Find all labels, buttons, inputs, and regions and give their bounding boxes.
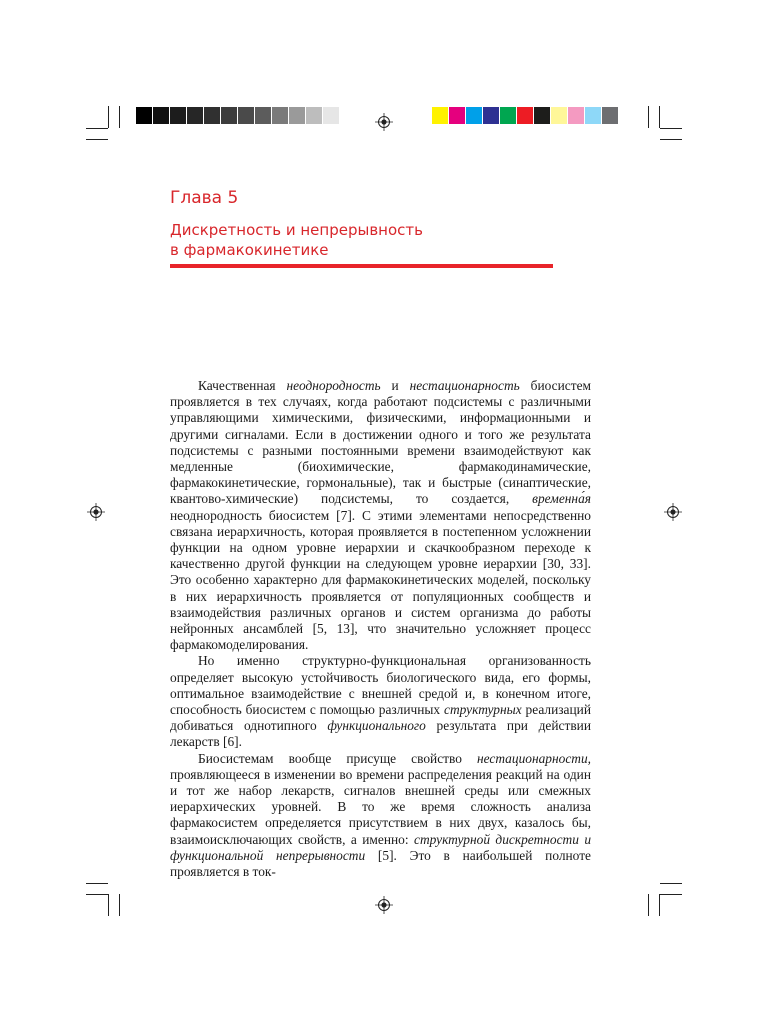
gray-swatch <box>136 107 153 124</box>
text-run: Биосистемам вообще присуще свойство <box>198 750 477 766</box>
text-run: [5]. Это в наибольшей полноте проявляется в ток- <box>170 847 591 880</box>
color-swatch <box>585 107 602 124</box>
crop-mark <box>108 894 109 916</box>
gray-swatch <box>153 107 170 124</box>
gray-swatch <box>289 107 306 124</box>
crop-mark <box>86 139 108 140</box>
paragraph <box>170 751 591 881</box>
gray-swatch <box>272 107 289 124</box>
chapter-rule <box>170 264 553 268</box>
registration-mark-icon <box>375 896 393 914</box>
color-swatch <box>517 107 534 124</box>
gray-swatch <box>306 107 323 124</box>
color-swatch <box>449 107 466 124</box>
text-run: результата при действии лекарств [6]. <box>170 718 591 750</box>
chapter-title-line: Дискретность и непрерывность <box>170 221 423 239</box>
chapter-title-line: в фармакокинетике <box>170 241 329 259</box>
color-swatch <box>466 107 483 124</box>
gray-swatch <box>204 107 221 124</box>
color-swatch <box>568 107 585 124</box>
text-run: реализаций добиваться однотипного <box>170 702 591 734</box>
color-swatch <box>602 107 619 124</box>
crop-mark <box>648 106 649 128</box>
color-swatch <box>534 107 551 124</box>
emphasis: структурных <box>444 702 522 718</box>
crop-mark <box>108 106 109 128</box>
color-calibration-bar <box>432 107 619 124</box>
text-run: Качественная <box>198 378 287 393</box>
crop-mark <box>648 894 649 916</box>
crop-mark <box>659 894 660 916</box>
gray-swatch <box>170 107 187 124</box>
text-run: и <box>380 378 410 393</box>
crop-mark <box>660 128 682 129</box>
crop-mark <box>660 139 682 140</box>
body-text <box>170 378 591 880</box>
crop-mark <box>86 128 108 129</box>
registration-mark-icon <box>375 113 393 131</box>
gray-swatch <box>238 107 255 124</box>
gray-swatch <box>255 107 272 124</box>
crop-mark <box>86 883 108 884</box>
color-swatch <box>483 107 500 124</box>
registration-mark-icon <box>664 503 682 521</box>
emphasis: нестационарность <box>409 378 520 393</box>
crop-mark <box>119 894 120 916</box>
text-run: Но именно структурно-функциональная организованность определяет высокую устойчивость биологического вида, его формы, оптимальное взаимодействие с внешней средой и, в конечном итоге, способность биосистем с помощью различных <box>170 653 591 718</box>
registration-mark-icon <box>87 503 105 521</box>
crop-mark <box>660 883 682 884</box>
gray-calibration-bar <box>136 107 340 124</box>
color-swatch <box>432 107 449 124</box>
gray-swatch <box>221 107 238 124</box>
emphasis: нестационарности, <box>477 750 591 766</box>
crop-mark <box>86 894 108 895</box>
text-run: проявляющееся в изменении во времени распределения реакций на один и тот же набор лекарств, сигналов внешней среды или смежных иерархических уровней. В то же время сложность анализа фармакосистем определяется присутствием в них двух, казалось бы, взаимоисключающих свойств, а именно: <box>170 766 591 847</box>
gray-swatch <box>187 107 204 124</box>
emphasis: функционального <box>327 718 426 734</box>
crop-mark <box>660 894 682 895</box>
emphasis: структурной дискретности и функциональной непрерывности <box>170 831 592 863</box>
color-swatch <box>551 107 568 124</box>
color-swatch <box>500 107 517 124</box>
chapter-title <box>170 220 560 260</box>
emphasis: временна́я <box>532 491 591 507</box>
text-run: биосистем проявляется в тех случаях, когда работают подсистемы с различными управляющими химическими, физическими, информационными и другими сигналами. Если в достижении одного и того же результата подсистемы с разными постоянными времени взаимодействуют как медленные (биохимические, фармакодинамические, фармакокинетические, гормональные), так и быстрые (синаптические, квантово-химические) подсистемы, то создается, <box>170 378 591 507</box>
emphasis: неоднородность <box>286 378 381 393</box>
crop-mark <box>119 106 120 128</box>
paragraph <box>170 378 591 653</box>
text-run: неоднородность биосистем [7]. С этими элементами непосредственно связана иерархичность, которая проявляется в постепенном усложнении функции на одном уровне иерархии и скачкообразном переходе к качественно другой функции на следующем уровне иерархии [30, 33]. Это особенно характерно для фармакокинетических моделей, поскольку в них иерархичность проявляется от популяционных сообществ и взаимодействия различных органов и систем организма до работы нейронных ансамблей [5, 13], что значительно усложняет процесс фармакомоделирования. <box>170 507 591 653</box>
chapter-label: Глава 5 <box>170 188 239 208</box>
paragraph <box>170 653 591 750</box>
gray-swatch <box>323 107 340 124</box>
crop-mark <box>659 106 660 128</box>
